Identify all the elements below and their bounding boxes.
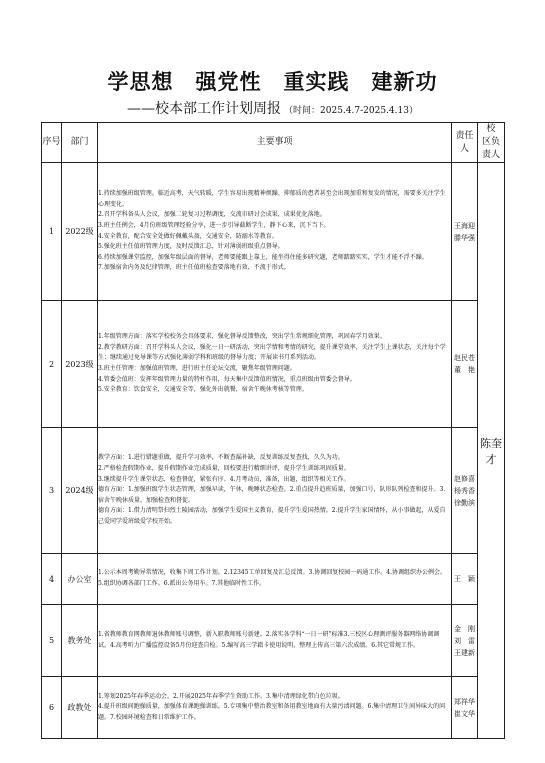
row-seq: 3 [42, 428, 62, 554]
item-line: 德育方面：1.加强班级学生状态管理，加强早读，午休，晚睡状态检查。2.重点提升趋班质量，加强口号，队形队列检查和提升。3.宿舍午晚休质量，加强检查和督促。 [98, 486, 446, 504]
header-owner: 责任人 [452, 123, 478, 163]
table-row [42, 677, 505, 739]
item-line: 3.班主任管理：加强值班管理，进行班主任论坛交流，聚焦年级管理问题。 [98, 365, 296, 372]
row-owner: 金 刚 刘 雷 王建新 [452, 605, 478, 677]
item-line: 2.教学教研方面：召开学科头人会议，强化一日一研活动，突出学情和考情的研究，提升课堂效率，关注学生上课状态，关注每个学生；继续通过免导课等方式强化薄弱学科和班级的督导力度；开展读书月系列活动。 [98, 343, 446, 362]
item-line: 教学方面：1.进行错题重做，提升学习效率，不断查漏补缺，反复训练反复查找，久久为功。 [98, 454, 344, 462]
item-line: 1.持续加强班级管理。临近高考，天气转暖，学生容易出现精神烦躁、抑郁质的患者甚至会出现加重和复发的情况，需要多关注学生心理变化。 [98, 190, 446, 208]
item-line: 6.持续加强课堂监控，加强年级层面的督导，老师要能跟上靠上，能坐得住能多研究题，老师踏踏实实，学生才能不浮不躁。 [98, 253, 428, 261]
row-items [98, 677, 452, 739]
header-items: 主要事项 [98, 123, 452, 163]
table-row [42, 605, 505, 677]
row-owner: 郑祥华 崔文华 [452, 677, 478, 739]
item-line: 4.提升班级间跑操质量，加强体育课跑操训练。5.专项集中整治教室和备用教室地面有大量污渍问题。6.集中清理卫生间异味大的问题。7.校园环境检查和日常维护工作。 [98, 703, 446, 721]
item-line: 7.加强宿舍内务及纪律管理，班主任值班检查要落地有效，不流于形式。 [98, 264, 290, 272]
item-line: 3.继续提升学生课堂状态，检查督促，紧张有序。4.月考动员，准备，出题，组织等相关工作。 [98, 475, 350, 483]
item-line: 4.管委会值班：发挥年级管理力量的特杆作用，每天集中反馈值班情况，重点班级由管委会督导。 [98, 375, 356, 383]
weekly-plan-table [41, 122, 505, 739]
row-dept: 2023级 [62, 301, 98, 428]
item-line: 2.召开学科备头人会议，加强二轮复习过程调度，交流市研讨会成果，成果优化落地。 [98, 211, 326, 219]
subtitle-time: （时间：2025.4.7-2025.4.13） [284, 106, 418, 116]
table-row [42, 301, 505, 428]
row-dept: 政教处 [62, 677, 98, 739]
page-subtitle [0, 98, 545, 118]
row-items [98, 605, 452, 677]
item-line: 4.安全教育，配合安全处做好佩戴头盔，交通安全，防溺水等教育。 [98, 232, 278, 240]
table-row [42, 554, 505, 605]
item-line: 5.强化班主任值班管理力度，及时反馈汇总，针对薄弱班级重点督导。 [98, 243, 284, 251]
row-items [98, 301, 452, 428]
row-owner: 赵民苍 董 艳 [452, 301, 478, 428]
row-seq: 2 [42, 301, 62, 428]
item-line: 1.公示本周考勤异常情况，收集下周工作计划。2.12345工单回复及汇总反馈。3.协调回复校园一码通工作。4.协调组织办公例会。5.组织协调各部门工作。6.派出公务用车。7.其他临时性工作。 [98, 569, 446, 587]
campus-leader: 陈奎才 [478, 163, 505, 739]
table-row [42, 428, 505, 554]
row-seq: 4 [42, 554, 62, 605]
table-row [42, 163, 505, 301]
page-title: 学思想 强党性 重实践 建新功 [107, 70, 438, 94]
table-header-row [42, 123, 505, 163]
row-seq: 5 [42, 605, 62, 677]
row-dept: 2024级 [62, 428, 98, 554]
item-line: 1.省教师教育网教师退休教师账号调整，新入职教师账号新建。2.落实各学科“一日一研”标准3.三校区心理测评服务器网络协调调试。4.高考听力广播监控设备5月份迎查自检。5.编写高三学籍卡使用说明，整理上传高三第六次成绩。6.其它常规工作。 [98, 630, 440, 649]
subtitle-dash: —— [127, 101, 156, 117]
row-dept: 2022级 [62, 163, 98, 301]
row-items [98, 428, 452, 554]
subtitle-main: 校本部工作计划周报 [155, 101, 282, 117]
header-dept: 部门 [62, 123, 98, 163]
header-campus: 校 区负责人 [478, 123, 505, 163]
header-seq: 序号 [42, 123, 62, 163]
row-owner: 王 颖 [452, 554, 478, 605]
row-dept: 教务处 [62, 605, 98, 677]
row-items [98, 163, 452, 301]
item-line: 5.安全教育：饮食安全，交通安全等，强化外出就餐，宿舍午晚休考核等管理。 [98, 386, 308, 394]
row-seq: 1 [42, 163, 62, 301]
item-line: 1.年级管理方面：落实学校校务会具体要求，强化督导反馈整改，突出学生常规细化管理，巩固春学月效果。 [98, 333, 386, 341]
item-line: 德育方面：1.借力清明祭扫烈士陵园活动，加强学生爱国主义教育，提升学生爱国热情。2.提升学生家国情怀，从小事做起，从爱自己爱同学爱班级爱学校开始。 [98, 507, 446, 525]
row-dept: 办公室 [62, 554, 98, 605]
row-seq: 6 [42, 677, 62, 739]
item-line: 2.严格检查假期作业，提升假期作业完成质量，回校要进行精细讲评，提升学生训练巩固质量。 [98, 465, 350, 473]
item-line: 3.班主任例会，4月份班级管理经验分享，进一步引导截断学生，静下心来，沉下当下。 [98, 221, 330, 229]
item-line: 1.筹划2025年春季运动会。2.开展2025年春季学生资助工作。3.集中清理绿化带白色垃圾。 [98, 692, 344, 700]
row-items [98, 554, 452, 605]
row-owner: 王海迎滕华强 [452, 163, 478, 301]
row-owner: 赵修喜 杨秀香 徐勤滨 [452, 428, 478, 554]
